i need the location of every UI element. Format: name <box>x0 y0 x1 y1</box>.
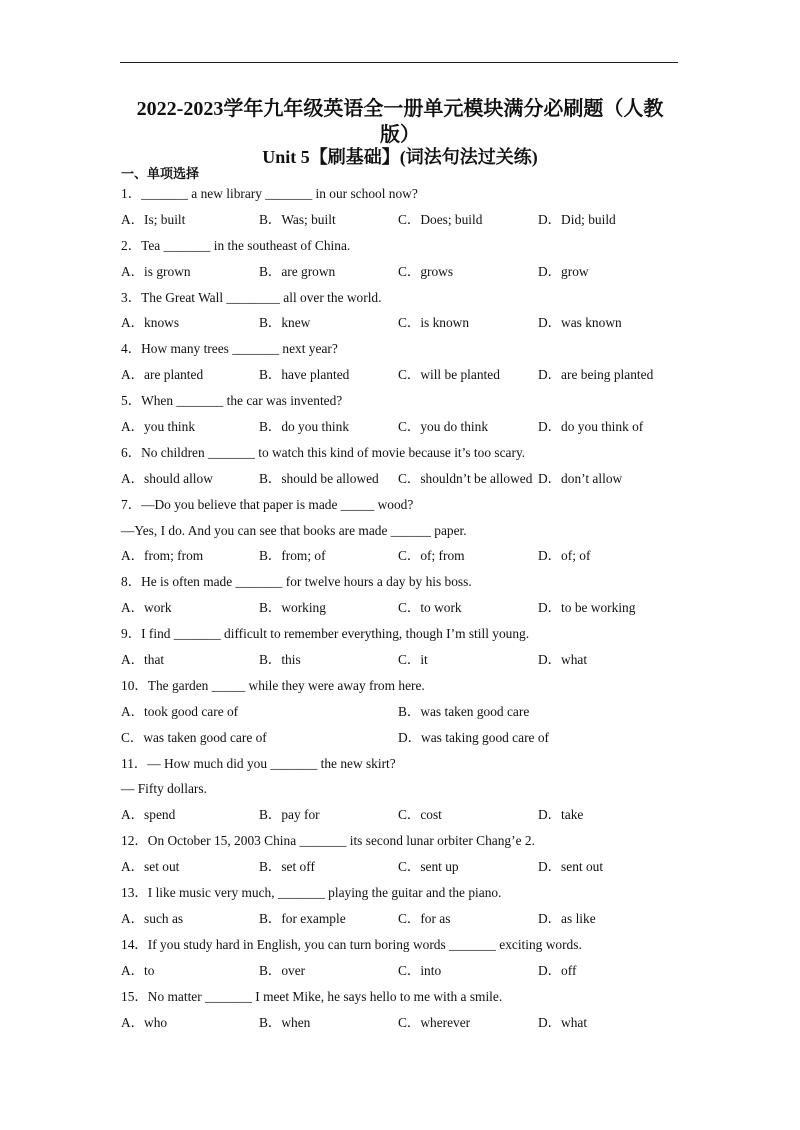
answer-option[interactable]: D．what <box>538 1014 588 1030</box>
answer-option[interactable]: A．who <box>121 1014 168 1030</box>
answer-option[interactable]: D．to be working <box>538 600 636 616</box>
answer-option[interactable]: A．such as <box>121 910 184 926</box>
answer-option[interactable]: C．wherever <box>398 1014 471 1030</box>
question-item <box>121 233 691 285</box>
question-item <box>121 388 691 440</box>
answer-option[interactable]: D．sent out <box>538 859 604 875</box>
title-line-2: 版） <box>380 124 420 146</box>
answer-option[interactable]: A．you think <box>121 419 196 435</box>
question-item <box>121 336 691 388</box>
answer-option[interactable]: B．pay for <box>259 807 320 823</box>
question-list <box>121 181 691 1035</box>
answer-option[interactable]: B．over <box>259 962 306 978</box>
answer-option[interactable]: B．Was; built <box>259 211 336 227</box>
answer-option[interactable]: C．for as <box>398 910 451 926</box>
question-stem: 2．Tea _______ in the southeast of China. <box>121 237 351 253</box>
answer-option[interactable]: B．have planted <box>259 367 350 383</box>
answer-option[interactable]: A．work <box>121 600 172 616</box>
answer-option[interactable]: C．into <box>398 962 442 978</box>
answer-option[interactable]: C．you do think <box>398 419 489 435</box>
question-stem: 7．—Do you believe that paper is made _____ wood? <box>121 496 414 512</box>
document-title <box>118 96 682 148</box>
answer-option[interactable]: A．is grown <box>121 263 191 279</box>
options-row <box>121 466 691 492</box>
question-stem: 8．He is often made _______ for twelve hours a day by his boss. <box>121 574 472 590</box>
header-rule <box>120 62 678 63</box>
question-item <box>121 621 691 673</box>
answer-option[interactable]: D．of; of <box>538 548 591 564</box>
question-stem: 1．_______ a new library _______ in our school now? <box>121 186 418 201</box>
answer-option[interactable]: C．is known <box>398 315 470 331</box>
options-row <box>121 854 691 880</box>
options-row <box>121 259 691 285</box>
answer-option[interactable]: B．when <box>259 1014 311 1030</box>
answer-option[interactable]: A．Is; built <box>121 211 186 227</box>
question-item <box>121 569 691 621</box>
question-stem: 9．I find _______ difficult to remember everything, though I’m still young. <box>121 626 530 642</box>
answer-option[interactable]: A．took good care of <box>121 703 239 719</box>
answer-option[interactable]: C．grows <box>398 263 454 279</box>
answer-option[interactable]: D．what <box>538 652 588 668</box>
answer-option[interactable]: C．was taken good care of <box>121 729 267 745</box>
options-row <box>121 958 691 984</box>
options-row <box>121 725 691 751</box>
question-stem: 3．The Great Wall ________ all over the world. <box>121 289 382 305</box>
answer-option[interactable]: D．take <box>538 807 584 823</box>
section-heading: 一、单项选择 <box>121 167 200 182</box>
question-stem: 12．On October 15, 2003 China _______ its second lunar orbiter Chang’e 2. <box>121 833 535 849</box>
answer-option[interactable]: A．are planted <box>121 367 204 383</box>
question-item <box>121 285 691 337</box>
answer-option[interactable]: B．knew <box>259 315 311 331</box>
answer-option[interactable]: D．do you think of <box>538 419 644 435</box>
document-subtitle: Unit 5【刷基础】(词法句法过关练) <box>262 147 538 167</box>
answer-option[interactable]: C．will be planted <box>398 367 500 383</box>
options-row <box>121 802 691 828</box>
answer-option[interactable]: C．sent up <box>398 859 459 875</box>
answer-option[interactable]: B．should be allowed <box>259 470 379 486</box>
question-item <box>121 932 691 984</box>
options-row <box>121 595 691 621</box>
answer-option[interactable]: C．to work <box>398 600 462 616</box>
question-stem: 10．The garden _____ while they were away from here. <box>121 677 425 693</box>
question-stem: 6．No children _______ to watch this kind of movie because it’s too scary. <box>121 444 526 460</box>
title-line-1: 2022-2023学年九年级英语全一册单元模块满分必刷题（人教 <box>136 98 664 120</box>
question-stem-continuation: —Yes, I do. And you can see that books are made ______ paper. <box>121 522 467 538</box>
options-row <box>121 414 691 440</box>
answer-option[interactable]: C．Does; build <box>398 211 483 227</box>
question-stem: 14．If you study hard in English, you can turn boring words _______ exciting words. <box>121 936 582 952</box>
question-stem: 5．When _______ the car was invented? <box>121 393 343 409</box>
question-item <box>121 673 691 751</box>
question-stem-continuation: — Fifty dollars. <box>121 781 207 797</box>
answer-option[interactable]: B．for example <box>259 910 346 926</box>
question-item <box>121 181 691 233</box>
options-row <box>121 1010 691 1036</box>
answer-option[interactable]: B．was taken good care <box>398 703 530 719</box>
question-stem: 4．How many trees _______ next year? <box>121 341 338 357</box>
answer-option[interactable]: A．knows <box>121 315 180 331</box>
answer-option[interactable]: D．as like <box>538 910 596 926</box>
answer-option[interactable]: B．working <box>259 600 326 616</box>
answer-option[interactable]: D．Did; build <box>538 211 616 227</box>
question-item <box>121 440 691 492</box>
answer-option[interactable]: C．shouldn’t be allowed <box>398 470 533 486</box>
options-row <box>121 362 691 388</box>
options-row <box>121 207 691 233</box>
question-stem: 11．— How much did you _______ the new skirt? <box>121 755 396 771</box>
answer-option[interactable]: C．cost <box>398 807 442 823</box>
answer-option[interactable]: B．set off <box>259 859 315 875</box>
answer-option[interactable]: D．was taking good care of <box>398 729 549 745</box>
options-row <box>121 647 691 673</box>
question-item <box>121 492 691 570</box>
answer-option[interactable]: A．to <box>121 962 155 978</box>
question-item <box>121 880 691 932</box>
options-row <box>121 310 691 336</box>
answer-option[interactable]: D．don’t allow <box>538 470 623 486</box>
answer-option[interactable]: D．are being planted <box>538 367 654 383</box>
answer-option[interactable]: B．are grown <box>259 263 336 279</box>
question-stem: 15．No matter _______ I meet Mike, he says hello to me with a smile. <box>121 988 503 1004</box>
answer-option[interactable]: A．set out <box>121 859 180 875</box>
answer-option[interactable]: B．from; of <box>259 548 326 564</box>
answer-option[interactable]: C．it <box>398 652 428 668</box>
answer-option[interactable]: A．from; from <box>121 548 204 564</box>
options-row <box>121 906 691 932</box>
answer-option[interactable]: D．off <box>538 962 577 978</box>
answer-option[interactable]: B．this <box>259 652 301 668</box>
answer-option[interactable]: B．do you think <box>259 419 350 435</box>
answer-option[interactable]: A．should allow <box>121 470 213 486</box>
question-item <box>121 751 691 829</box>
question-item <box>121 984 691 1036</box>
question-item <box>121 828 691 880</box>
answer-option[interactable]: D．was known <box>538 315 622 331</box>
question-stem: 13．I like music very much, _______ playing the guitar and the piano. <box>121 885 502 901</box>
answer-option[interactable]: C．of; from <box>398 548 465 564</box>
answer-option[interactable]: D．grow <box>538 263 589 279</box>
options-row <box>121 699 691 725</box>
options-row <box>121 543 691 569</box>
answer-option[interactable]: A．spend <box>121 807 176 823</box>
answer-option[interactable]: A．that <box>121 652 165 668</box>
